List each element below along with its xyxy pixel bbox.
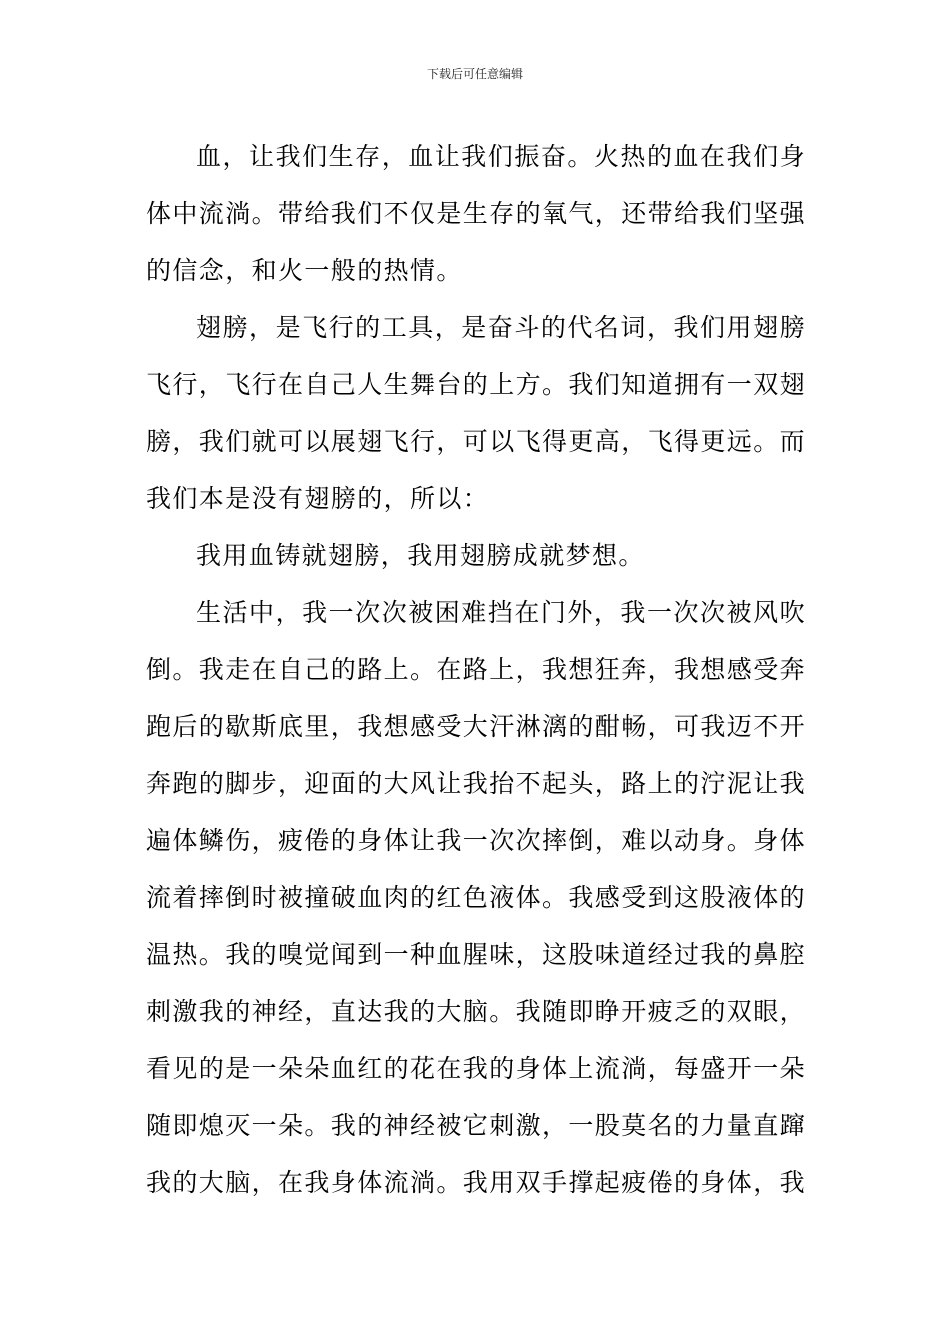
- paragraph-dream: 我用血铸就翅膀，我用翅膀成就梦想。: [196, 541, 645, 570]
- paragraph-life: 生活中，我一次次被困难挡在门外，我一次次被风吹倒。我走在自己的路上。在路上，我想狂奔，我想感受奔跑后的歇斯底里，我想感受大汗淋漓的酣畅，可我迈不开奔跑的脚步，迎面的大风让我抬不起头，路上的泞泥让我遍体鳞伤，疲倦的身体让我一次次摔倒，难以动身。身体流着摔倒时被撞破血肉的红色液体。我感受到这股液体的温热。我的嗅觉闻到一种血腥味，这股味道经过我的鼻腔刺激我的神经，直达我的大脑。我随即睁开疲乏的双眼，看见的是一朵朵血红的花在我的身体上流淌，每盛开一朵随即熄灭一朵。我的神经被它刺激，一股莫名的力量直蹿我的大脑，在我身体流淌。我用双手撑起疲倦的身体，我: [146, 598, 807, 1197]
- paragraph-wings: 翅膀，是飞行的工具，是奋斗的代名词，我们用翅膀飞行，飞行在自己人生舞台的上方。我们知道拥有一双翅膀，我们就可以展翅飞行，可以飞得更高，飞得更远。而我们本是没有翅膀的，所以：: [146, 313, 807, 513]
- document-body: [146, 128, 806, 1211]
- page-header-note: 下载后可任意编辑: [426, 67, 523, 81]
- paragraph-blood: 血，让我们生存，血让我们振奋。火热的血在我们身体中流淌。带给我们不仅是生存的氧气，还带给我们坚强的信念，和火一般的热情。: [146, 142, 807, 285]
